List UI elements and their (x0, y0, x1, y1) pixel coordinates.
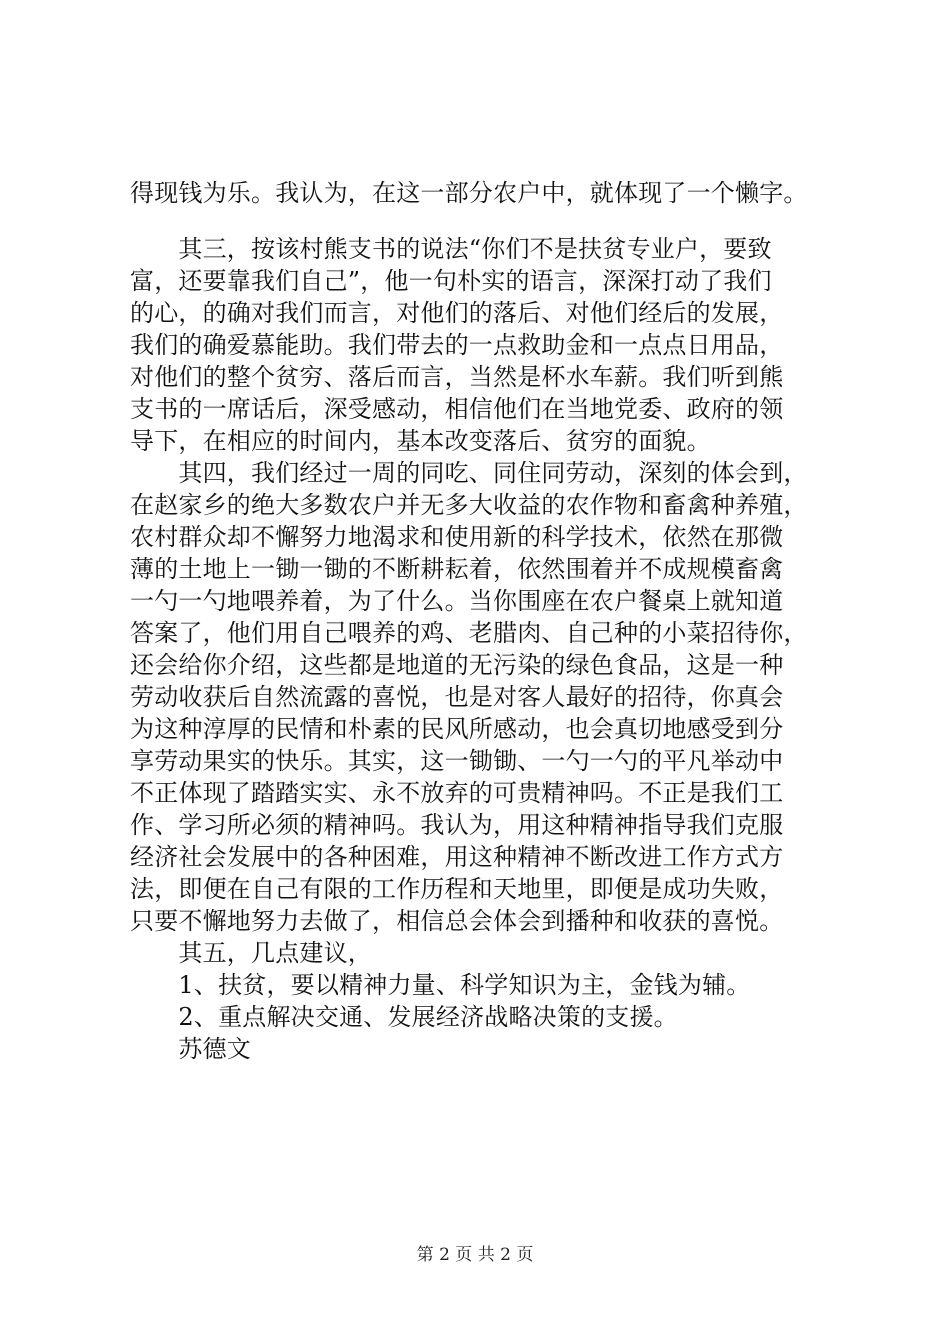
signature-line: 苏德文 (130, 1035, 251, 1063)
text-line: 享劳动果实的快乐。其实，这一锄锄、一勺一勺的平凡举动中 (130, 747, 784, 775)
text-line: 导下，在相应的时间内，基本改变落后、贫穷的面貌。 (130, 427, 711, 455)
text-line: 我们的确爱慕能助。我们带去的一点救助金和一点点日用品， (130, 331, 784, 359)
text-line: 在赵家乡的绝大多数农户并无多大收益的农作物和畜禽种养殖， (130, 491, 808, 519)
text-line: 不正体现了踏踏实实、永不放弃的可贵精神吗。不正是我们工 (130, 779, 784, 807)
text-line: 法，即便在自己有限的工作历程和天地里，即便是成功失败， (130, 875, 784, 903)
text-line: 薄的土地上一锄一锄的不断耕耘着，依然围着并不成规模畜禽 (130, 555, 784, 583)
text-line: 经济社会发展中的各种困难，用这种精神不断改进工作方式方 (130, 843, 784, 871)
text-line: 答案了，他们用自己喂养的鸡、老腊肉、自己种的小菜招待你， (130, 619, 808, 647)
text-line: 一勺一勺地喂养着，为了什么。当你围座在农户餐桌上就知道 (130, 587, 784, 615)
text-line: 作、学习所必须的精神吗。我认为，用这种精神指导我们克服 (130, 811, 784, 839)
text-line: 的心，的确对我们而言，对他们的落后、对他们经后的发展， (130, 299, 784, 327)
text-line: 劳动收获后自然流露的喜悦，也是对客人最好的招待，你真会 (130, 683, 784, 711)
text-line: 得现钱为乐。我认为，在这一部分农户中，就体现了一个懒字。 (130, 179, 808, 207)
text-line: 1、扶贫，要以精神力量、科学知识为主，金钱为辅。 (130, 971, 751, 999)
text-line: 其五，几点建议， (130, 939, 372, 967)
text-line: 还会给你介绍，这些都是地道的无污染的绿色食品，这是一种 (130, 651, 784, 679)
text-line: 其三，按该村熊支书的说法“你们不是扶贫专业户，要致 (130, 235, 772, 263)
text-line: 为这种淳厚的民情和朴素的民风所感动，也会真切地感受到分 (130, 715, 784, 743)
text-line: 支书的一席话后，深受感动，相信他们在当地党委、政府的领 (130, 395, 784, 423)
text-line: 2、重点解决交通、发展经济战略决策的支援。 (130, 1003, 678, 1031)
text-line: 对他们的整个贫穷、落后而言，当然是杯水车薪。我们听到熊 (130, 363, 784, 391)
text-line: 其四，我们经过一周的同吃、同住同劳动，深刻的体会到， (130, 459, 808, 487)
text-line: 富，还要靠我们自己”，他一句朴实的语言，深深打动了我们 (130, 267, 772, 295)
text-line: 农村群众却不懈努力地渴求和使用新的科学技术，依然在那微 (130, 523, 784, 551)
text-line: 只要不懈地努力去做了，相信总会体会到播种和收获的喜悦。 (130, 907, 784, 935)
page-number: 第 2 页 共 2 页 (416, 1245, 534, 1265)
